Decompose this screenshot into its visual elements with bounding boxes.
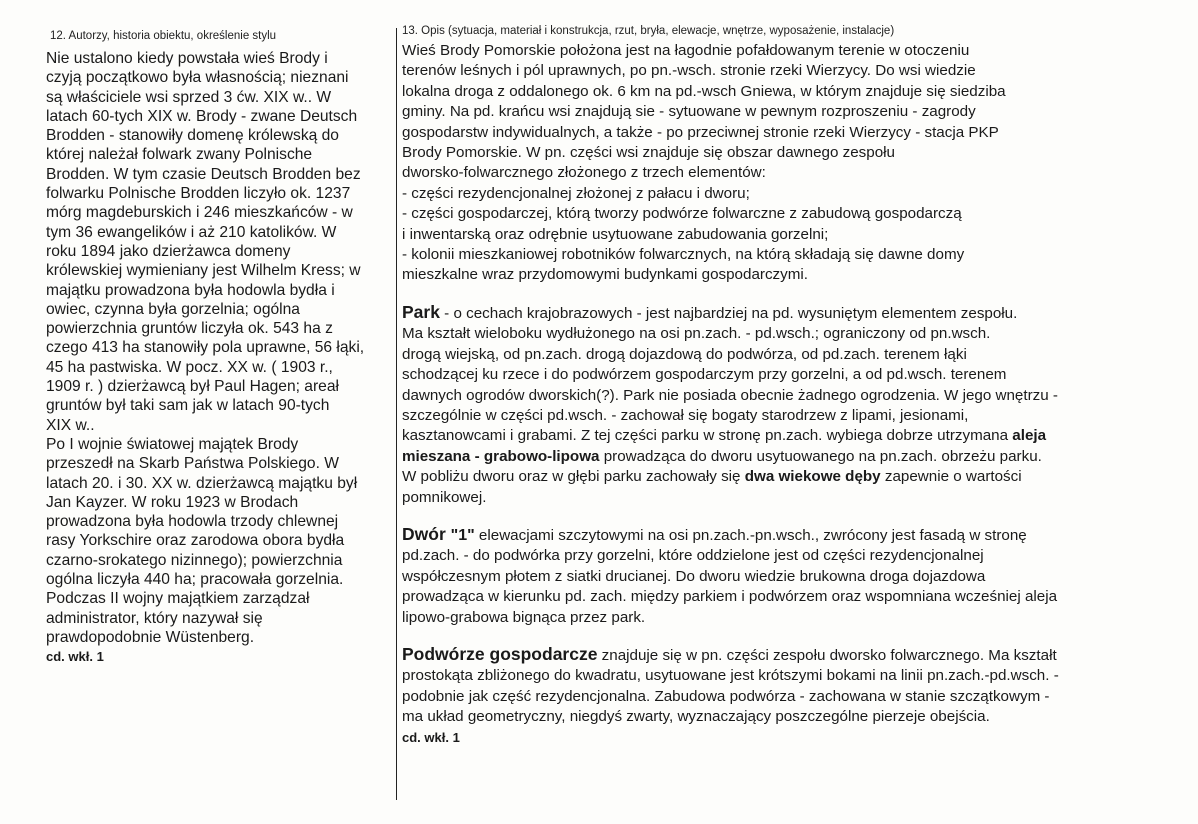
history-line: latach 20. i 30. XX w. dzierżawcą majątku był (46, 474, 358, 492)
park-line-9: W pobliżu dworu oraz w głębi parku zachowały się dwa wiekowe dęby zapewnie o wartości (402, 468, 1022, 486)
podworze-line: podobnie jak część rezydencjonalna. Zabudowa podwórza - zachowana w stanie szczątkowym - (402, 687, 1050, 705)
history-line: folwarku Polnische Brodden liczyło ok. 1237 (46, 185, 351, 203)
intro-line: i inwentarską oraz odrębnie usytuowane zabudowania gorzelni; (402, 225, 829, 243)
history-line: owiec, czynna była gorzelnia; ogólna (46, 300, 300, 318)
history-line: 1909 r. ) dzierżawcą był Paul Hagen; areał (46, 378, 339, 396)
intro-line: gospodarstw indywidualnych, a także - po przeciwnej stronie rzeki Wierzycy - stacja PKP (402, 123, 999, 141)
intro-line: Wieś Brody Pomorskie położona jest na łagodnie pofałdowanym terenie w otoczeniu (402, 42, 970, 59)
column-divider (396, 28, 397, 800)
history-line: królewskiej wymieniany jest Wilhelm Kress; w (46, 262, 361, 280)
park-line-8: mieszana - grabowo-lipowa prowadząca do dworu usytuowanego na pn.zach. obrzeżu parku. (402, 447, 1042, 465)
intro-line: Brody Pomorskie. W pn. części wsi znajduje się obszar dawnego zespołu (402, 144, 895, 162)
history-line: gruntów był taki sam jak w latach 90-tych (46, 397, 330, 415)
intro-line: - części rezydencjonalnej złożonej z pałacu i dworu; (402, 184, 750, 202)
history-line: administrator, który nazywał się (46, 609, 263, 627)
podworze-line: ma układ geometryczny, niegdyś zwarty, wyznaczający poszczególne pierzeje obejścia. (402, 708, 990, 726)
history-line: czego 413 ha stanowiły pola uprawne, 56 łąki, (46, 339, 365, 357)
history-line: rasy Yorkschire oraz zarodowa obora bydła (46, 532, 345, 550)
history-line: Brodden - stanowiły domenę królewską do (46, 127, 339, 145)
dwor-number: "1" (450, 526, 475, 544)
podworze-term: Podwórze gospodarcze (402, 643, 598, 664)
intro-line: dworsko-folwarcznego złożonego z trzech elementów: (402, 164, 766, 182)
park-line-1: Park - o cechach krajobrazowych - jest najbardziej na pd. wysuniętym elementem zespołu. (402, 301, 1018, 322)
section-13-header: 13. Opis (sytuacja, materiał i konstrukcja, rzut, bryła, elewacje, wnętrze, wyposażenie, instalacje) (402, 25, 895, 37)
park-line: schodzącej ku rzece i do podwórzem gospodarczym przy gorzelni, a od pd.wsch. terenem (402, 366, 1007, 384)
park-line: szczególnie w części pd.wsch. - zachował się bogaty starodrzew z lipami, jesionami, (402, 406, 969, 424)
history-line: której należał folwark zwany Polnische (46, 146, 313, 164)
history-line: przeszedł na Skarb Państwa Polskiego. W (46, 455, 339, 473)
history-line: powierzchnia gruntów liczyła ok. 543 ha z (46, 320, 333, 338)
history-line: tym 36 ewangelików i aż 210 katolików. W (46, 223, 337, 241)
park-line: dawnych ogrodów dworskich(?). Park nie posiada obecnie żadnego ogrodzenia. W jego wnętrzu - (402, 386, 1058, 404)
park-line: Ma kształt wieloboku wydłużonego na osi pn.zach. - pd.wsch.; ograniczony od pn.wsch. (402, 325, 991, 343)
history-line: latach 60-tych XIX w. Brody - zwane Deutsch (46, 107, 358, 125)
dwor-line: pd.zach. - do podwórka przy gorzelni, które oddzielone jest od części rezydencjonalnej (402, 547, 984, 565)
history-column (46, 30, 388, 664)
history-line: mórg magdeburskich i 246 mieszkańców - w (46, 204, 353, 222)
dwor-section (402, 524, 1192, 628)
history-line: prawdopodobnie Wüstenberg. (46, 628, 255, 646)
intro-line: gminy. Na pd. krańcu wsi znajdują sie - sytuowane w pewnym rozproszeniu - zagrody (402, 103, 976, 121)
intro-line: - kolonii mieszkaniowej robotników folwarcznych, na którą składają się dawne domy (402, 246, 965, 264)
intro-line: mieszkalne wraz przydomowymi budynkami gospodarczymi. (402, 266, 808, 284)
history-line: roku 1894 jako dzierżawca domeny (46, 242, 291, 260)
history-line: 45 ha pastwiska. W pocz. XX w. ( 1903 r., (46, 358, 333, 376)
intro-line: terenów leśnych i pól uprawnych, po pn.-wsch. stronie rzeki Wierzycy. Do wsi wiedzie (402, 62, 976, 80)
intro-line: - części gospodarczej, którą tworzy podwórze folwarczne z zabudową gospodarczą (402, 205, 962, 223)
dwor-line-1: Dwór "1" elewacjami szczytowymi na osi pn.zach.-pn.wsch., zwrócony jest fasadą w stronę (402, 523, 1027, 544)
dwor-term: Dwór (402, 523, 451, 544)
history-line: Brodden. W tym czasie Deutsch Brodden bez (46, 165, 361, 183)
history-line: prowadzona była hodowla trzody chlewnej (46, 513, 339, 531)
podworze-line: prostokąta zbliżonego do kwadratu, usytuowane jest krótszymi bokami na linii pn.zach.-pd.wsch. - (402, 667, 1059, 685)
dwor-line: prowadząca w kierunku pd. zach. między parkiem i podwórzem oraz wspomniana wcześniej aleja (402, 588, 1058, 606)
history-line: Po I wojnie światowej majątek Brody (46, 435, 299, 453)
history-line: XIX w.. (46, 416, 95, 434)
history-line: Jan Kayzer. W roku 1923 w Brodach (46, 493, 299, 511)
intro-line: lokalna droga z oddalonego ok. 6 km na pd.-wsch Gniewa, w którym znajduje się siedziba (402, 82, 1006, 100)
park-section (402, 302, 1192, 508)
section-12-header: 12. Autorzy, historia obiektu, określenie stylu (50, 30, 277, 42)
park-line-10: pomnikowej. (402, 488, 487, 506)
history-text (46, 49, 388, 647)
dwor-line: lipowo-grabowa bignąca przez park. (402, 608, 646, 626)
history-line: Nie ustalono kiedy powstała wieś Brody i (46, 50, 328, 67)
history-line: majątku prowadzona była hodowla bydła i (46, 281, 335, 299)
park-term: Park (402, 301, 440, 322)
history-line: Podczas II wojny majątkiem zarządzał (46, 590, 310, 608)
podworze-line-1: Podwórze gospodarcze znajduje się w pn. części zespołu dworsko folwarcznego. Ma kształt (402, 643, 1057, 664)
continued-note-right: cd. wkł. 1 (402, 729, 460, 745)
podworze-section (402, 644, 1192, 728)
dwor-line: współczesnym płotem z siatki drucianej. Do dworu wiedzie brukowna droga dojazdowa (402, 567, 986, 585)
description-column (402, 25, 1192, 745)
history-line: czarno-srokatego nizinnego); powierzchnia (46, 551, 343, 569)
park-line: drogą wiejską, od pn.zach. drogą dojazdową do podwórza, od pd.zach. terenem łąki (402, 345, 967, 363)
history-line: ogólna liczyła 440 ha; pracowała gorzelnia. (46, 571, 344, 589)
history-line: są właściciele wsi sprzed 3 ćw. XIX w.. W (46, 88, 332, 106)
park-line-7: kasztanowcami i grabami. Z tej części parku w stronę pn.zach. wybiega dobrze utrzymana aleja (402, 427, 1047, 445)
history-line: czyją początkowo była własnością; nieznani (46, 69, 349, 87)
intro-text (402, 41, 1192, 286)
continued-note-left: cd. wkł. 1 (46, 649, 104, 665)
